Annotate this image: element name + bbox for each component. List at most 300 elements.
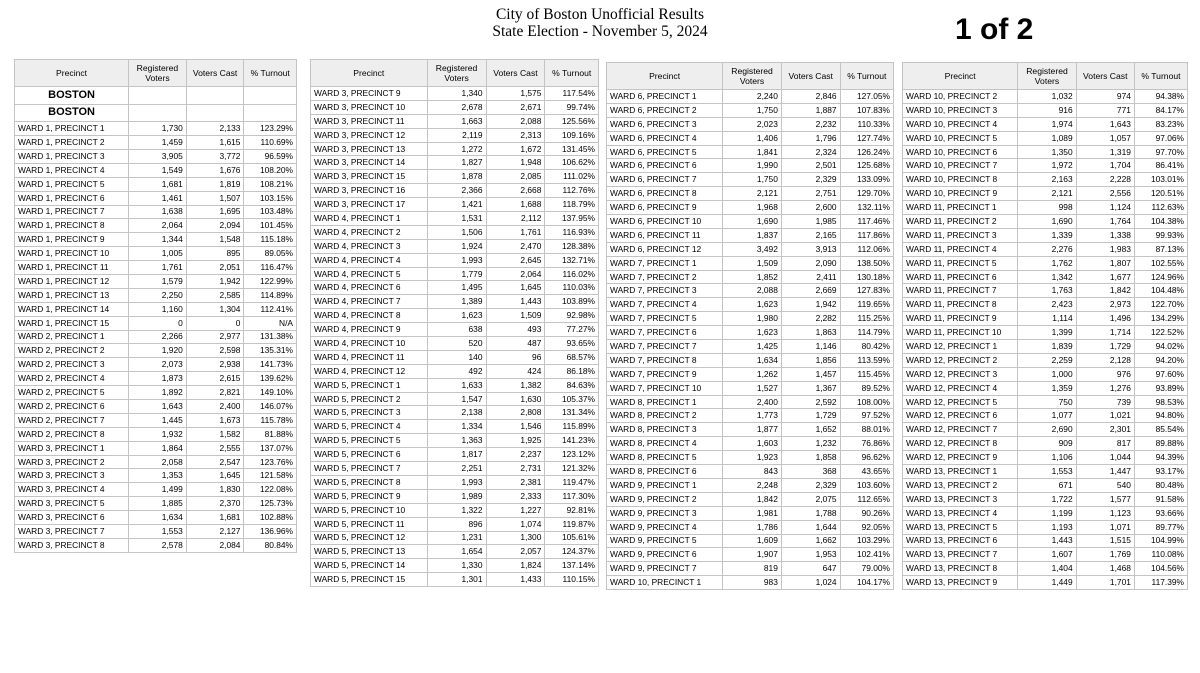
registered-voters: 1,837 [723,228,782,242]
precinct-name: WARD 3, PRECINCT 14 [311,156,428,170]
turnout-percent: 87.13% [1134,242,1187,256]
voters-cast: 1,695 [186,205,244,219]
voters-cast: 647 [781,562,840,576]
registered-voters: 1,000 [1018,367,1076,381]
precinct-name: WARD 13, PRECINCT 4 [903,506,1018,520]
table-row [311,517,599,531]
precinct-name: WARD 13, PRECINCT 9 [903,576,1018,590]
precinct-name: WARD 3, PRECINCT 5 [15,497,129,511]
registered-voters: 1,359 [1018,381,1076,395]
registered-voters: 1,877 [723,423,782,437]
registered-voters: 2,690 [1018,423,1076,437]
table-row [15,177,297,191]
registered-voters: 1,301 [427,573,486,587]
precinct-name: WARD 13, PRECINCT 8 [903,562,1018,576]
turnout-percent: 107.83% [840,103,893,117]
turnout-percent: 131.38% [244,330,297,344]
precinct-name: WARD 3, PRECINCT 2 [15,455,129,469]
voters-cast: 1,468 [1076,562,1134,576]
table-row [903,562,1188,576]
column-header-voters-cast: Voters Cast [1076,63,1134,90]
boston-label-row [15,104,297,122]
registered-voters: 1,993 [427,253,486,267]
voters-cast: 2,585 [186,288,244,302]
boston-label: BOSTON [15,104,129,122]
voters-cast: 1,887 [781,103,840,117]
voters-cast: 1,644 [781,520,840,534]
registered-voters: 1,404 [1018,562,1076,576]
registered-voters: 2,163 [1018,173,1076,187]
voters-cast: 1,447 [1076,465,1134,479]
results-table-1 [14,59,297,553]
turnout-percent: 83.23% [1134,117,1187,131]
registered-voters: 1,972 [1018,159,1076,173]
results-table-2 [310,59,599,587]
registered-voters: 1,932 [129,427,187,441]
registered-voters: 1,193 [1018,520,1076,534]
precinct-name: WARD 4, PRECINCT 11 [311,350,428,364]
table-row [903,215,1188,229]
precinct-name: WARD 1, PRECINCT 7 [15,205,129,219]
precinct-name: WARD 7, PRECINCT 7 [607,340,723,354]
table-row [311,212,599,226]
registered-voters: 1,623 [723,326,782,340]
table-row [903,437,1188,451]
table-row [607,340,894,354]
table-row [15,386,297,400]
turnout-percent: 118.79% [545,198,599,212]
voters-cast: 1,643 [1076,117,1134,131]
turnout-percent: 97.06% [1134,131,1187,145]
voters-cast: 2,051 [186,261,244,275]
voters-cast: 2,088 [486,114,545,128]
voters-cast: 1,796 [781,131,840,145]
table-row [15,122,297,136]
table-row [607,103,894,117]
turnout-percent: 101.45% [244,219,297,233]
table-row [15,358,297,372]
table-row [607,215,894,229]
table-row [607,423,894,437]
table-row [15,344,297,358]
registered-voters: 1,262 [723,367,782,381]
registered-voters: 2,251 [427,462,486,476]
precinct-name: WARD 5, PRECINCT 4 [311,420,428,434]
boston-label-row [15,87,297,105]
registered-voters: 1,160 [129,302,187,316]
table-header [903,63,1188,90]
table-row [311,184,599,198]
precinct-name: WARD 4, PRECINCT 5 [311,267,428,281]
voters-cast: 1,146 [781,340,840,354]
voters-cast: 1,942 [781,298,840,312]
turnout-percent: 77.27% [545,323,599,337]
registered-voters: 1,873 [129,372,187,386]
registered-voters: 1,841 [723,145,782,159]
turnout-percent: 103.60% [840,478,893,492]
registered-voters: 1,827 [427,156,486,170]
registered-voters: 1,681 [129,177,187,191]
table-row [15,233,297,247]
table-row [607,173,894,187]
table-row [311,142,599,156]
voters-cast: 1,443 [486,295,545,309]
precinct-name: WARD 5, PRECINCT 12 [311,531,428,545]
registered-voters: 1,443 [1018,534,1076,548]
precinct-name: WARD 9, PRECINCT 2 [607,492,723,506]
turnout-percent: 132.71% [545,253,599,267]
registered-voters: 1,199 [1018,506,1076,520]
registered-voters: 1,892 [129,386,187,400]
table-header [607,63,894,90]
table-row [903,548,1188,562]
voters-cast: 2,064 [486,267,545,281]
voters-cast: 368 [781,465,840,479]
table-row [311,462,599,476]
registered-voters: 1,750 [723,173,782,187]
turnout-percent: 136.96% [244,525,297,539]
registered-voters: 1,330 [427,559,486,573]
precinct-name: WARD 9, PRECINCT 1 [607,478,723,492]
voters-cast: 2,977 [186,330,244,344]
turnout-percent: 117.54% [545,87,599,101]
registered-voters: 1,623 [723,298,782,312]
precinct-name: WARD 2, PRECINCT 7 [15,413,129,427]
voters-cast: 540 [1076,478,1134,492]
table-row [607,326,894,340]
registered-voters: 492 [427,364,486,378]
precinct-name: WARD 3, PRECINCT 4 [15,483,129,497]
precinct-name: WARD 10, PRECINCT 6 [903,145,1018,159]
table-row [15,302,297,316]
table-row [607,256,894,270]
table-row [903,409,1188,423]
registered-voters: 750 [1018,395,1076,409]
table-row [15,511,297,525]
column-header-voters-cast: Voters Cast [486,60,545,87]
table-row [607,395,894,409]
precinct-name: WARD 11, PRECINCT 5 [903,256,1018,270]
turnout-percent: 116.47% [244,261,297,275]
precinct-name: WARD 2, PRECINCT 3 [15,358,129,372]
voters-cast: 2,668 [486,184,545,198]
turnout-percent: 112.63% [1134,201,1187,215]
table-row [15,316,297,330]
voters-cast: 1,788 [781,506,840,520]
registered-voters: 1,499 [129,483,187,497]
registered-voters: 520 [427,337,486,351]
table-row [903,478,1188,492]
voters-cast: 1,509 [486,309,545,323]
table-row [311,392,599,406]
precinct-name: WARD 4, PRECINCT 9 [311,323,428,337]
precinct-name: WARD 6, PRECINCT 5 [607,145,723,159]
precinct-name: WARD 4, PRECINCT 1 [311,212,428,226]
precinct-name: WARD 8, PRECINCT 5 [607,451,723,465]
table-header [311,60,599,87]
turnout-percent: 80.84% [244,538,297,552]
voters-cast: 2,329 [781,173,840,187]
table-row [15,261,297,275]
precinct-name: WARD 6, PRECINCT 9 [607,201,723,215]
table-row [15,455,297,469]
registered-voters: 1,773 [723,409,782,423]
precinct-name: WARD 5, PRECINCT 13 [311,545,428,559]
turnout-percent: 116.02% [545,267,599,281]
precinct-name: WARD 7, PRECINCT 5 [607,312,723,326]
voters-cast: 1,681 [186,511,244,525]
turnout-percent: 96.59% [244,149,297,163]
precinct-name: WARD 11, PRECINCT 4 [903,242,1018,256]
table-row [311,170,599,184]
turnout-percent: 115.89% [545,420,599,434]
voters-cast: 1,819 [186,177,244,191]
table-row [607,117,894,131]
precinct-name: WARD 2, PRECINCT 5 [15,386,129,400]
precinct-name: WARD 11, PRECINCT 3 [903,228,1018,242]
precinct-name: WARD 1, PRECINCT 10 [15,247,129,261]
turnout-percent: 99.74% [545,100,599,114]
turnout-percent: 127.05% [840,90,893,104]
registered-voters: 1,864 [129,441,187,455]
table-row [311,378,599,392]
turnout-percent: 103.29% [840,534,893,548]
voters-cast: 1,688 [486,198,545,212]
table-row [311,198,599,212]
precinct-name: WARD 5, PRECINCT 10 [311,503,428,517]
voters-cast: 2,615 [186,372,244,386]
registered-voters: 2,248 [723,478,782,492]
precinct-name: WARD 10, PRECINCT 2 [903,90,1018,104]
table-row [607,242,894,256]
registered-voters: 1,579 [129,274,187,288]
voters-cast: 1,433 [486,573,545,587]
turnout-percent: 106.62% [545,156,599,170]
table-row [607,159,894,173]
table-row [15,205,297,219]
precinct-name: WARD 11, PRECINCT 9 [903,312,1018,326]
turnout-percent: 89.05% [244,247,297,261]
precinct-name: WARD 10, PRECINCT 7 [903,159,1018,173]
registered-voters: 638 [427,323,486,337]
turnout-percent: 108.21% [244,177,297,191]
turnout-percent: 149.10% [244,386,297,400]
turnout-percent: 93.65% [545,337,599,351]
precinct-name: WARD 6, PRECINCT 1 [607,90,723,104]
table-row [903,201,1188,215]
table-row [903,187,1188,201]
precinct-name: WARD 11, PRECINCT 1 [903,201,1018,215]
voters-cast: 2,669 [781,284,840,298]
table-row [15,149,297,163]
registered-voters: 1,750 [723,103,782,117]
precinct-name: WARD 5, PRECINCT 14 [311,559,428,573]
precinct-name: WARD 6, PRECINCT 8 [607,187,723,201]
turnout-percent: 68.57% [545,350,599,364]
table-row [15,441,297,455]
voters-cast: 2,731 [486,462,545,476]
registered-voters: 1,509 [723,256,782,270]
table-row [311,100,599,114]
voters-cast: 1,021 [1076,409,1134,423]
registered-voters: 2,276 [1018,242,1076,256]
precinct-name: WARD 10, PRECINCT 9 [903,187,1018,201]
registered-voters: 1,389 [427,295,486,309]
voters-cast: 1,304 [186,302,244,316]
turnout-percent: 105.61% [545,531,599,545]
voters-cast: 1,676 [186,163,244,177]
registered-voters: 1,722 [1018,492,1076,506]
voters-cast: 2,370 [186,497,244,511]
registered-voters: 1,920 [129,344,187,358]
voters-cast: 1,074 [486,517,545,531]
results-table-4 [902,62,1188,590]
turnout-percent: 119.87% [545,517,599,531]
precinct-name: WARD 7, PRECINCT 6 [607,326,723,340]
precinct-name: WARD 3, PRECINCT 1 [15,441,129,455]
precinct-name: WARD 4, PRECINCT 12 [311,364,428,378]
precinct-name: WARD 5, PRECINCT 3 [311,406,428,420]
turnout-percent: 127.83% [840,284,893,298]
precinct-name: WARD 1, PRECINCT 15 [15,316,129,330]
voters-cast: 1,807 [1076,256,1134,270]
voters-cast: 2,333 [486,489,545,503]
table-row [903,576,1188,590]
table-row [903,131,1188,145]
column-header-registered-voters: Registered Voters [427,60,486,87]
voters-cast: 1,672 [486,142,545,156]
table-row [607,201,894,215]
registered-voters: 909 [1018,437,1076,451]
precinct-name: WARD 12, PRECINCT 9 [903,451,1018,465]
voters-cast: 974 [1076,90,1134,104]
table-row [607,492,894,506]
turnout-percent: 85.54% [1134,423,1187,437]
turnout-percent: 103.48% [244,205,297,219]
voters-cast: 1,673 [186,413,244,427]
turnout-percent: 129.70% [840,187,893,201]
table-row [607,367,894,381]
turnout-percent: 102.41% [840,548,893,562]
voters-cast: 0 [186,316,244,330]
table-row [15,163,297,177]
registered-voters: 1,974 [1018,117,1076,131]
precinct-name: WARD 11, PRECINCT 7 [903,284,1018,298]
registered-voters: 1,923 [723,451,782,465]
voters-cast: 1,071 [1076,520,1134,534]
table-row [607,228,894,242]
registered-voters: 2,259 [1018,353,1076,367]
turnout-percent: 97.60% [1134,367,1187,381]
table-row [903,173,1188,187]
turnout-percent: 93.17% [1134,465,1187,479]
turnout-percent: 119.65% [840,298,893,312]
registered-voters: 2,073 [129,358,187,372]
table-row [903,103,1188,117]
voters-cast: 2,133 [186,122,244,136]
turnout-percent: 115.45% [840,367,893,381]
precinct-name: WARD 8, PRECINCT 4 [607,437,723,451]
voters-cast: 2,165 [781,228,840,242]
registered-voters: 1,350 [1018,145,1076,159]
turnout-percent: 43.65% [840,465,893,479]
table-row [311,420,599,434]
precinct-name: WARD 3, PRECINCT 7 [15,525,129,539]
turnout-percent: 138.50% [840,256,893,270]
column-header-voters-cast: Voters Cast [781,63,840,90]
turnout-percent: 120.51% [1134,187,1187,201]
registered-voters: 1,993 [427,475,486,489]
registered-voters: 983 [723,576,782,590]
table-row [903,353,1188,367]
precinct-name: WARD 13, PRECINCT 5 [903,520,1018,534]
table-row [311,114,599,128]
turnout-percent: 93.66% [1134,506,1187,520]
precinct-name: WARD 13, PRECINCT 1 [903,465,1018,479]
table-row [311,87,599,101]
table-row [15,372,297,386]
voters-cast: 1,577 [1076,492,1134,506]
registered-voters: 3,492 [723,242,782,256]
turnout-percent: 131.45% [545,142,599,156]
voters-cast: 739 [1076,395,1134,409]
voters-cast: 1,942 [186,274,244,288]
voters-cast: 2,075 [781,492,840,506]
precinct-name: WARD 12, PRECINCT 1 [903,340,1018,354]
registered-voters: 1,779 [427,267,486,281]
registered-voters: 1,531 [427,212,486,226]
table-row [311,503,599,517]
registered-voters: 1,852 [723,270,782,284]
precinct-name: WARD 13, PRECINCT 2 [903,478,1018,492]
voters-cast: 1,858 [781,451,840,465]
turnout-percent: 112.41% [244,302,297,316]
precinct-name: WARD 3, PRECINCT 8 [15,538,129,552]
turnout-percent: 117.46% [840,215,893,229]
table-row [311,281,599,295]
registered-voters: 1,980 [723,312,782,326]
voters-cast: 2,751 [781,187,840,201]
registered-voters: 1,114 [1018,312,1076,326]
voters-cast: 2,400 [186,400,244,414]
table-row [903,326,1188,340]
turnout-percent: 117.39% [1134,576,1187,590]
precinct-name: WARD 4, PRECINCT 8 [311,309,428,323]
table-row [607,131,894,145]
voters-cast: 1,615 [186,136,244,150]
precinct-name: WARD 4, PRECINCT 7 [311,295,428,309]
voters-cast: 2,470 [486,239,545,253]
registered-voters: 1,817 [427,448,486,462]
turnout-percent: 125.56% [545,114,599,128]
turnout-percent: 139.62% [244,372,297,386]
table-row [903,298,1188,312]
registered-voters: 1,663 [427,114,486,128]
voters-cast: 1,704 [1076,159,1134,173]
voters-cast: 2,808 [486,406,545,420]
precinct-name: WARD 5, PRECINCT 6 [311,448,428,462]
registered-voters: 1,690 [1018,215,1076,229]
turnout-percent: 122.70% [1134,298,1187,312]
turnout-percent: 141.23% [545,434,599,448]
table-row [311,559,599,573]
precinct-name: WARD 3, PRECINCT 12 [311,128,428,142]
registered-voters: 1,634 [723,353,782,367]
turnout-percent: 137.95% [545,212,599,226]
registered-voters: 140 [427,350,486,364]
registered-voters: 1,445 [129,413,187,427]
turnout-percent: 103.01% [1134,173,1187,187]
